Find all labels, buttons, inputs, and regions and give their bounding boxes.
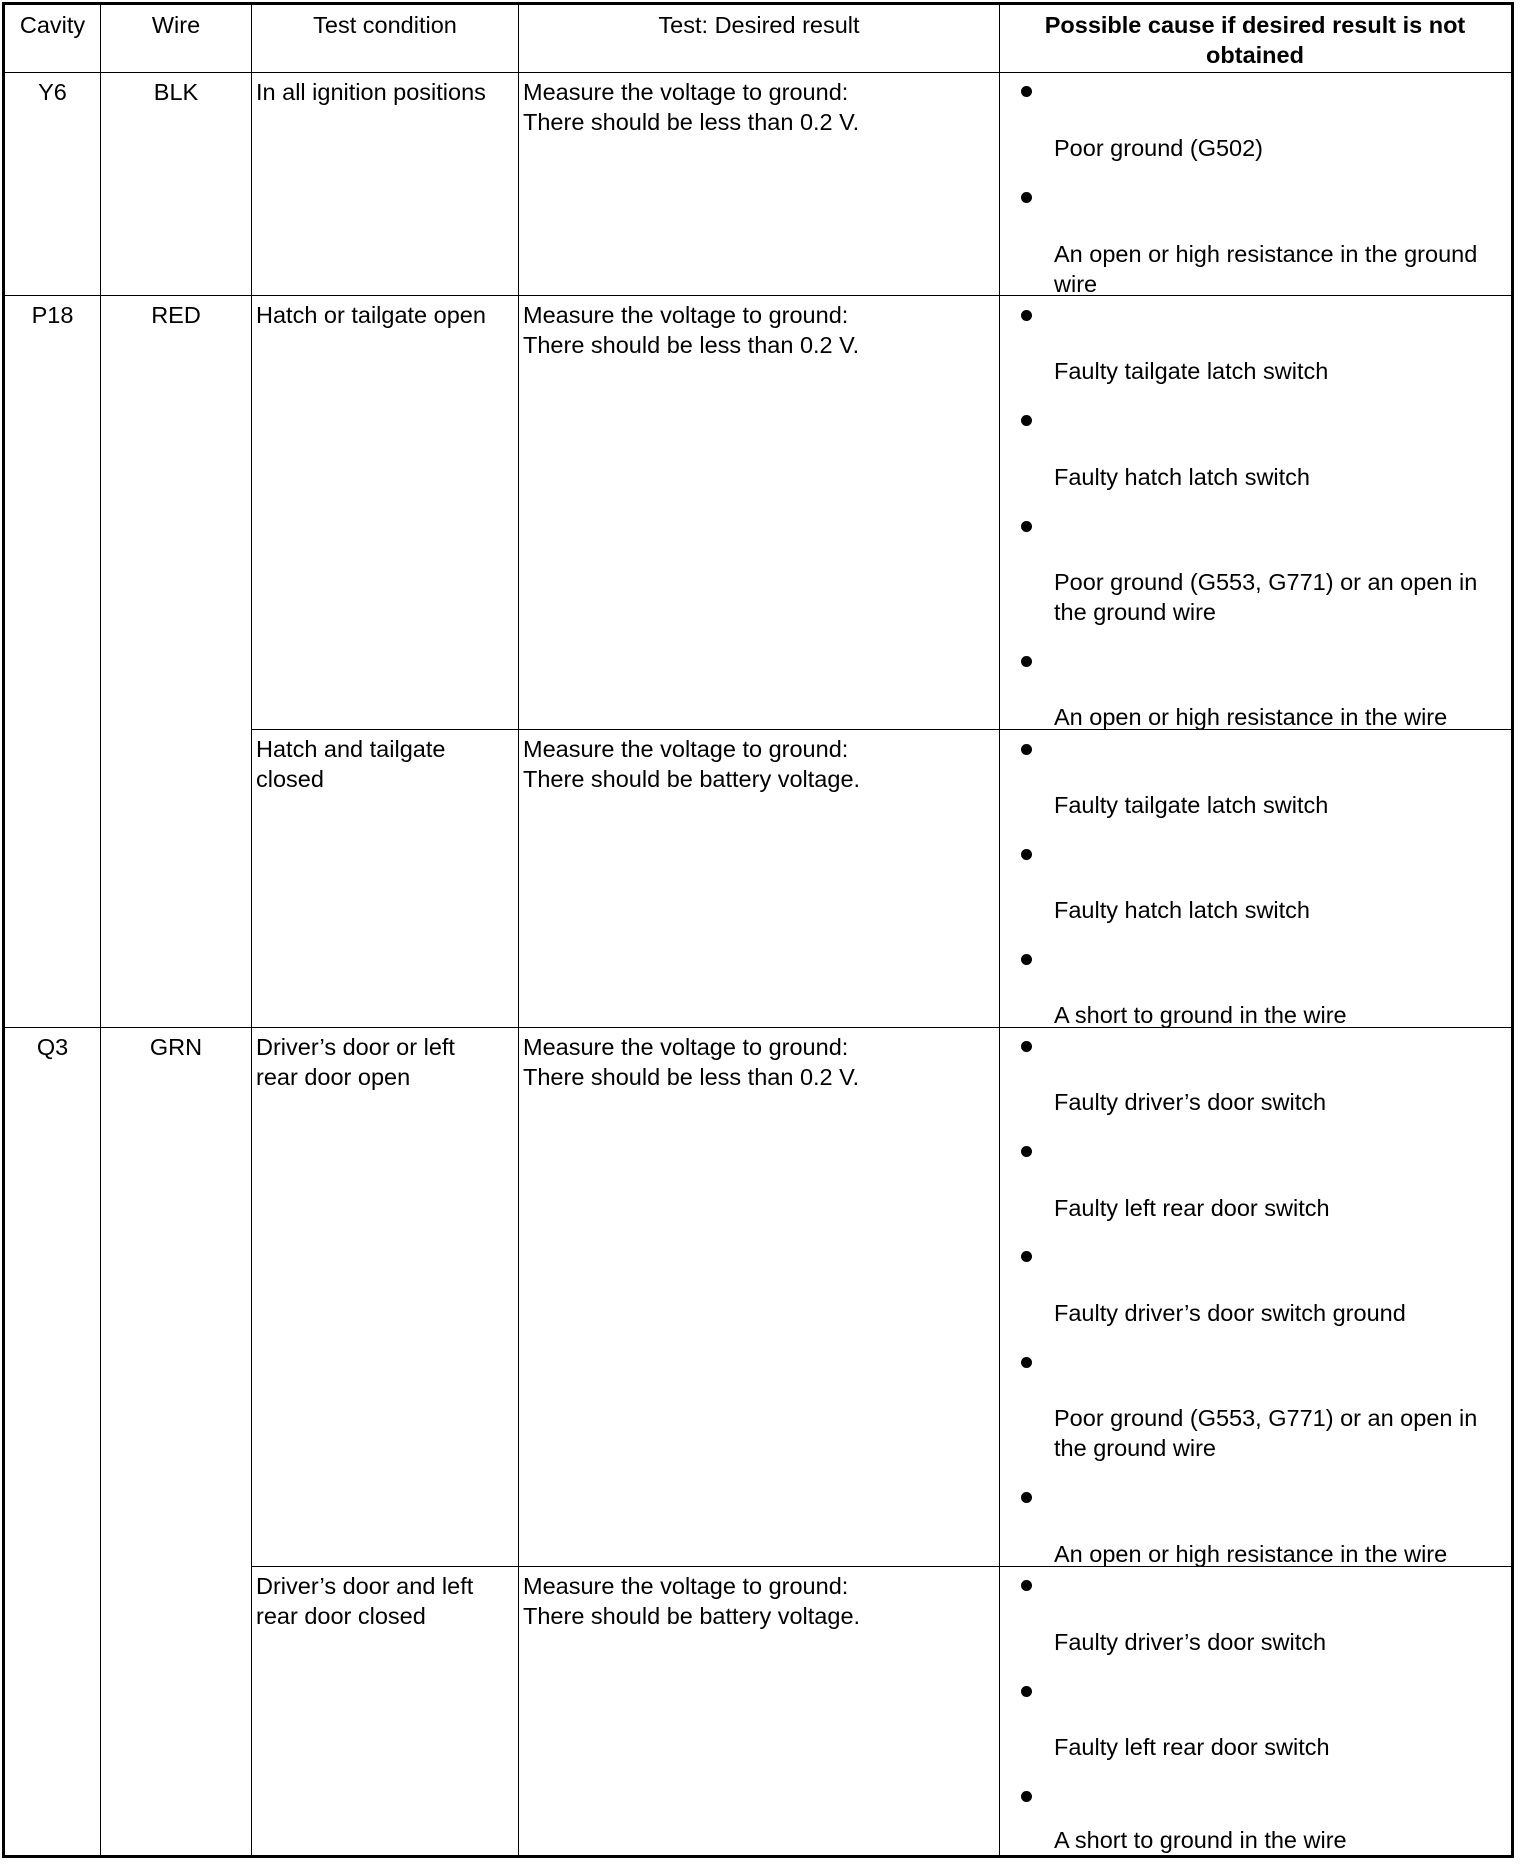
cause-item: Poor ground (G553, G771) or an open in the ground wire: [1054, 569, 1478, 625]
header-possible-cause: Possible cause if desired result is not obtained: [1044, 12, 1466, 68]
cause-item: Poor ground (G553, G771) or an open in the ground wire: [1054, 1405, 1478, 1461]
cause-item: Faulty tailgate latch switch: [1054, 358, 1329, 384]
wire-cell: GRN: [149, 1034, 203, 1060]
condition-cell: Hatch or tailgate open: [256, 302, 486, 328]
condition-cell: Driver’s door and left rear door closed: [256, 1573, 474, 1629]
header-test-condition: Test condition: [313, 12, 457, 38]
bullet-icon: [1021, 192, 1032, 203]
header-divider: [2, 72, 1514, 73]
cavity-cell: Y6: [38, 79, 67, 105]
result-cell: Measure the voltage to ground: There should be battery voltage.: [523, 736, 861, 792]
bullet-icon: [1021, 1492, 1032, 1503]
cause-item: A short to ground in the wire: [1054, 1002, 1347, 1028]
cause-item: An open or high resistance in the wire: [1054, 1541, 1448, 1567]
cause-item: Faulty hatch latch switch: [1054, 464, 1310, 490]
bullet-icon: [1021, 1041, 1032, 1052]
bullet-icon: [1021, 1146, 1032, 1157]
bullet-icon: [1021, 656, 1032, 667]
wire-cell: BLK: [153, 79, 199, 105]
cavity-cell: Q3: [36, 1034, 69, 1060]
bullet-icon: [1021, 954, 1032, 965]
cause-item: Poor ground (G502): [1054, 135, 1264, 161]
header-cavity: Cavity: [19, 12, 86, 38]
cause-item: Faulty driver’s door switch: [1054, 1629, 1327, 1655]
bullet-icon: [1021, 744, 1032, 755]
cause-item: An open or high resistance in the wire: [1054, 704, 1448, 730]
header-desired-result: Test: Desired result: [658, 12, 860, 38]
col-divider: [999, 2, 1000, 1858]
cause-item: An open or high resistance in the ground wire: [1054, 241, 1478, 297]
result-cell: Measure the voltage to ground: There should be less than 0.2 V.: [523, 79, 860, 135]
cause-item: Faulty tailgate latch switch: [1054, 792, 1329, 818]
bullet-icon: [1021, 521, 1032, 532]
col-divider: [100, 2, 101, 1858]
bullet-icon: [1021, 86, 1032, 97]
bullet-icon: [1021, 1580, 1032, 1591]
cavity-cell: P18: [31, 302, 74, 328]
bullet-icon: [1021, 1791, 1032, 1802]
bullet-icon: [1021, 310, 1032, 321]
result-cell: Measure the voltage to ground: There should be battery voltage.: [523, 1573, 861, 1629]
cause-item: Faulty left rear door switch: [1054, 1734, 1330, 1760]
result-cell: Measure the voltage to ground: There should be less than 0.2 V.: [523, 302, 860, 358]
cause-item: Faulty driver’s door switch: [1054, 1089, 1327, 1115]
bullet-icon: [1021, 849, 1032, 860]
cause-item: Faulty hatch latch switch: [1054, 897, 1310, 923]
condition-cell: In all ignition positions: [256, 79, 486, 105]
condition-cell: Hatch and tailgate closed: [256, 736, 446, 792]
bullet-icon: [1021, 1686, 1032, 1697]
cause-item: Faulty driver’s door switch ground: [1054, 1300, 1406, 1326]
cause-item: A short to ground in the wire: [1054, 1827, 1347, 1853]
condition-cell: Driver’s door or left rear door open: [256, 1034, 455, 1090]
bullet-icon: [1021, 415, 1032, 426]
wire-cell: RED: [151, 302, 201, 328]
bullet-icon: [1021, 1251, 1032, 1262]
result-cell: Measure the voltage to ground: There should be less than 0.2 V.: [523, 1034, 860, 1090]
header-wire: Wire: [151, 12, 201, 38]
bullet-icon: [1021, 1357, 1032, 1368]
cause-item: Faulty left rear door switch: [1054, 1195, 1330, 1221]
